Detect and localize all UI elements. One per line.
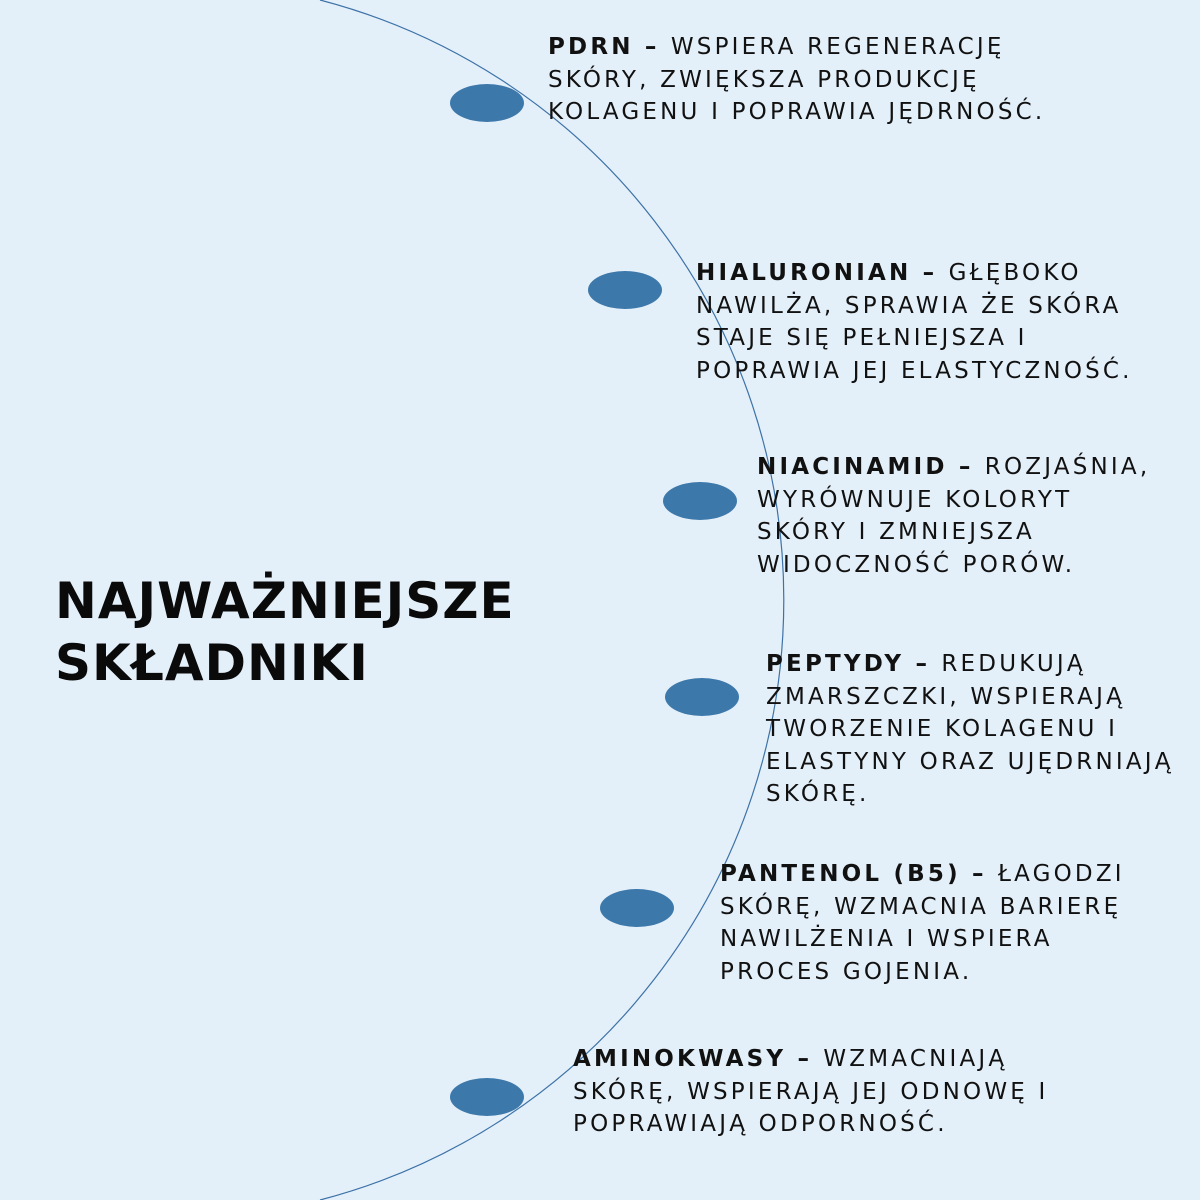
ingredient-hialuronian bbox=[696, 257, 1133, 387]
ingredient-desc-line: KOLAGENU I POPRAWIA JĘDRNOŚĆ. bbox=[548, 99, 1046, 125]
ingredient-line bbox=[548, 31, 1045, 64]
timeline-dot-peptydy bbox=[665, 678, 739, 716]
ingredient-separator: – bbox=[911, 260, 949, 286]
ingredient-name: AMINOKWASY bbox=[573, 1046, 787, 1072]
ingredient-separator: – bbox=[786, 1046, 824, 1072]
ingredient-desc-line: ZMARSZCZKI, WSPIERAJĄ bbox=[766, 683, 1126, 710]
ingredient-pantenol bbox=[720, 858, 1125, 988]
page-title bbox=[55, 570, 515, 694]
ingredient-line bbox=[696, 257, 1133, 290]
ingredient-niacinamid bbox=[757, 451, 1150, 581]
ingredient-desc-line: WSPIERA REGENERACJĘ bbox=[670, 34, 1005, 60]
ingredient-pdrn bbox=[548, 31, 1045, 129]
ingredient-desc-line: WIDOCZNOŚĆ PORÓW. bbox=[757, 551, 1076, 578]
ingredient-line bbox=[720, 858, 1125, 891]
ingredient-name: NIACINAMID bbox=[757, 454, 948, 480]
ingredient-peptydy bbox=[766, 648, 1174, 811]
ingredient-desc-line: POPRAWIA JEJ ELASTYCZNOŚĆ. bbox=[696, 357, 1133, 384]
ingredient-desc-line: POPRAWIAJĄ ODPORNOŚĆ. bbox=[573, 1111, 948, 1137]
ingredient-desc-line: REDUKUJĄ bbox=[941, 651, 1086, 677]
title-line-1: NAJWAŻNIEJSZE bbox=[55, 572, 515, 630]
ingredient-name: PEPTYDY bbox=[766, 651, 905, 677]
ingredient-name: PDRN bbox=[548, 34, 634, 60]
timeline-dot-aminokwasy bbox=[450, 1078, 524, 1116]
ingredient-line bbox=[573, 1043, 1049, 1076]
ingredient-desc-line: SKÓRĘ. bbox=[766, 781, 870, 807]
ingredient-desc-line: ELASTYNY ORAZ UJĘDRNIAJĄ bbox=[766, 748, 1174, 775]
ingredient-desc-line: ŁAGODZI bbox=[997, 861, 1125, 887]
ingredient-desc-line: WZMACNIAJĄ bbox=[823, 1046, 1008, 1072]
timeline-dot-niacinamid bbox=[663, 482, 737, 520]
ingredient-desc-line: SKÓRĘ, WZMACNIA BARIERĘ bbox=[720, 893, 1122, 920]
ingredient-desc-line: SKÓRY, ZWIĘKSZA PRODUKCJĘ bbox=[548, 66, 980, 93]
ingredient-separator: – bbox=[904, 651, 942, 677]
timeline-dot-hialuronian bbox=[588, 271, 662, 309]
ingredient-desc-line: PROCES GOJENIA. bbox=[720, 958, 973, 985]
title-line-2: SKŁADNIKI bbox=[55, 634, 369, 692]
ingredient-aminokwasy bbox=[573, 1043, 1049, 1141]
ingredient-desc-line: TWORZENIE KOLAGENU I bbox=[766, 716, 1119, 742]
timeline-dot-pantenol bbox=[600, 889, 674, 927]
ingredient-desc-line: WYRÓWNUJE KOLORYT bbox=[757, 486, 1073, 513]
ingredient-desc-line: NAWILŻENIA I WSPIERA bbox=[720, 926, 1053, 952]
ingredient-line bbox=[766, 648, 1174, 681]
ingredient-desc-line: ROZJAŚNIA, bbox=[984, 454, 1151, 480]
ingredient-desc-line: GŁĘBOKO bbox=[948, 260, 1082, 286]
ingredient-desc-line: SKÓRY I ZMNIEJSZA bbox=[757, 519, 1035, 545]
ingredient-name: PANTENOL (B5) bbox=[720, 861, 961, 887]
ingredient-desc-line: STAJE SIĘ PEŁNIEJSZA I bbox=[696, 325, 1028, 351]
ingredient-desc-line: SKÓRĘ, WSPIERAJĄ JEJ ODNOWĘ I bbox=[573, 1078, 1049, 1105]
ingredient-line bbox=[757, 451, 1150, 484]
ingredient-desc-line: NAWILŻA, SPRAWIA ŻE SKÓRA bbox=[696, 292, 1122, 319]
ingredient-separator: – bbox=[960, 861, 998, 887]
ingredient-separator: – bbox=[633, 34, 671, 60]
timeline-dot-pdrn bbox=[450, 84, 524, 122]
ingredient-separator: – bbox=[947, 454, 985, 480]
ingredient-name: HIALURONIAN bbox=[696, 260, 912, 286]
